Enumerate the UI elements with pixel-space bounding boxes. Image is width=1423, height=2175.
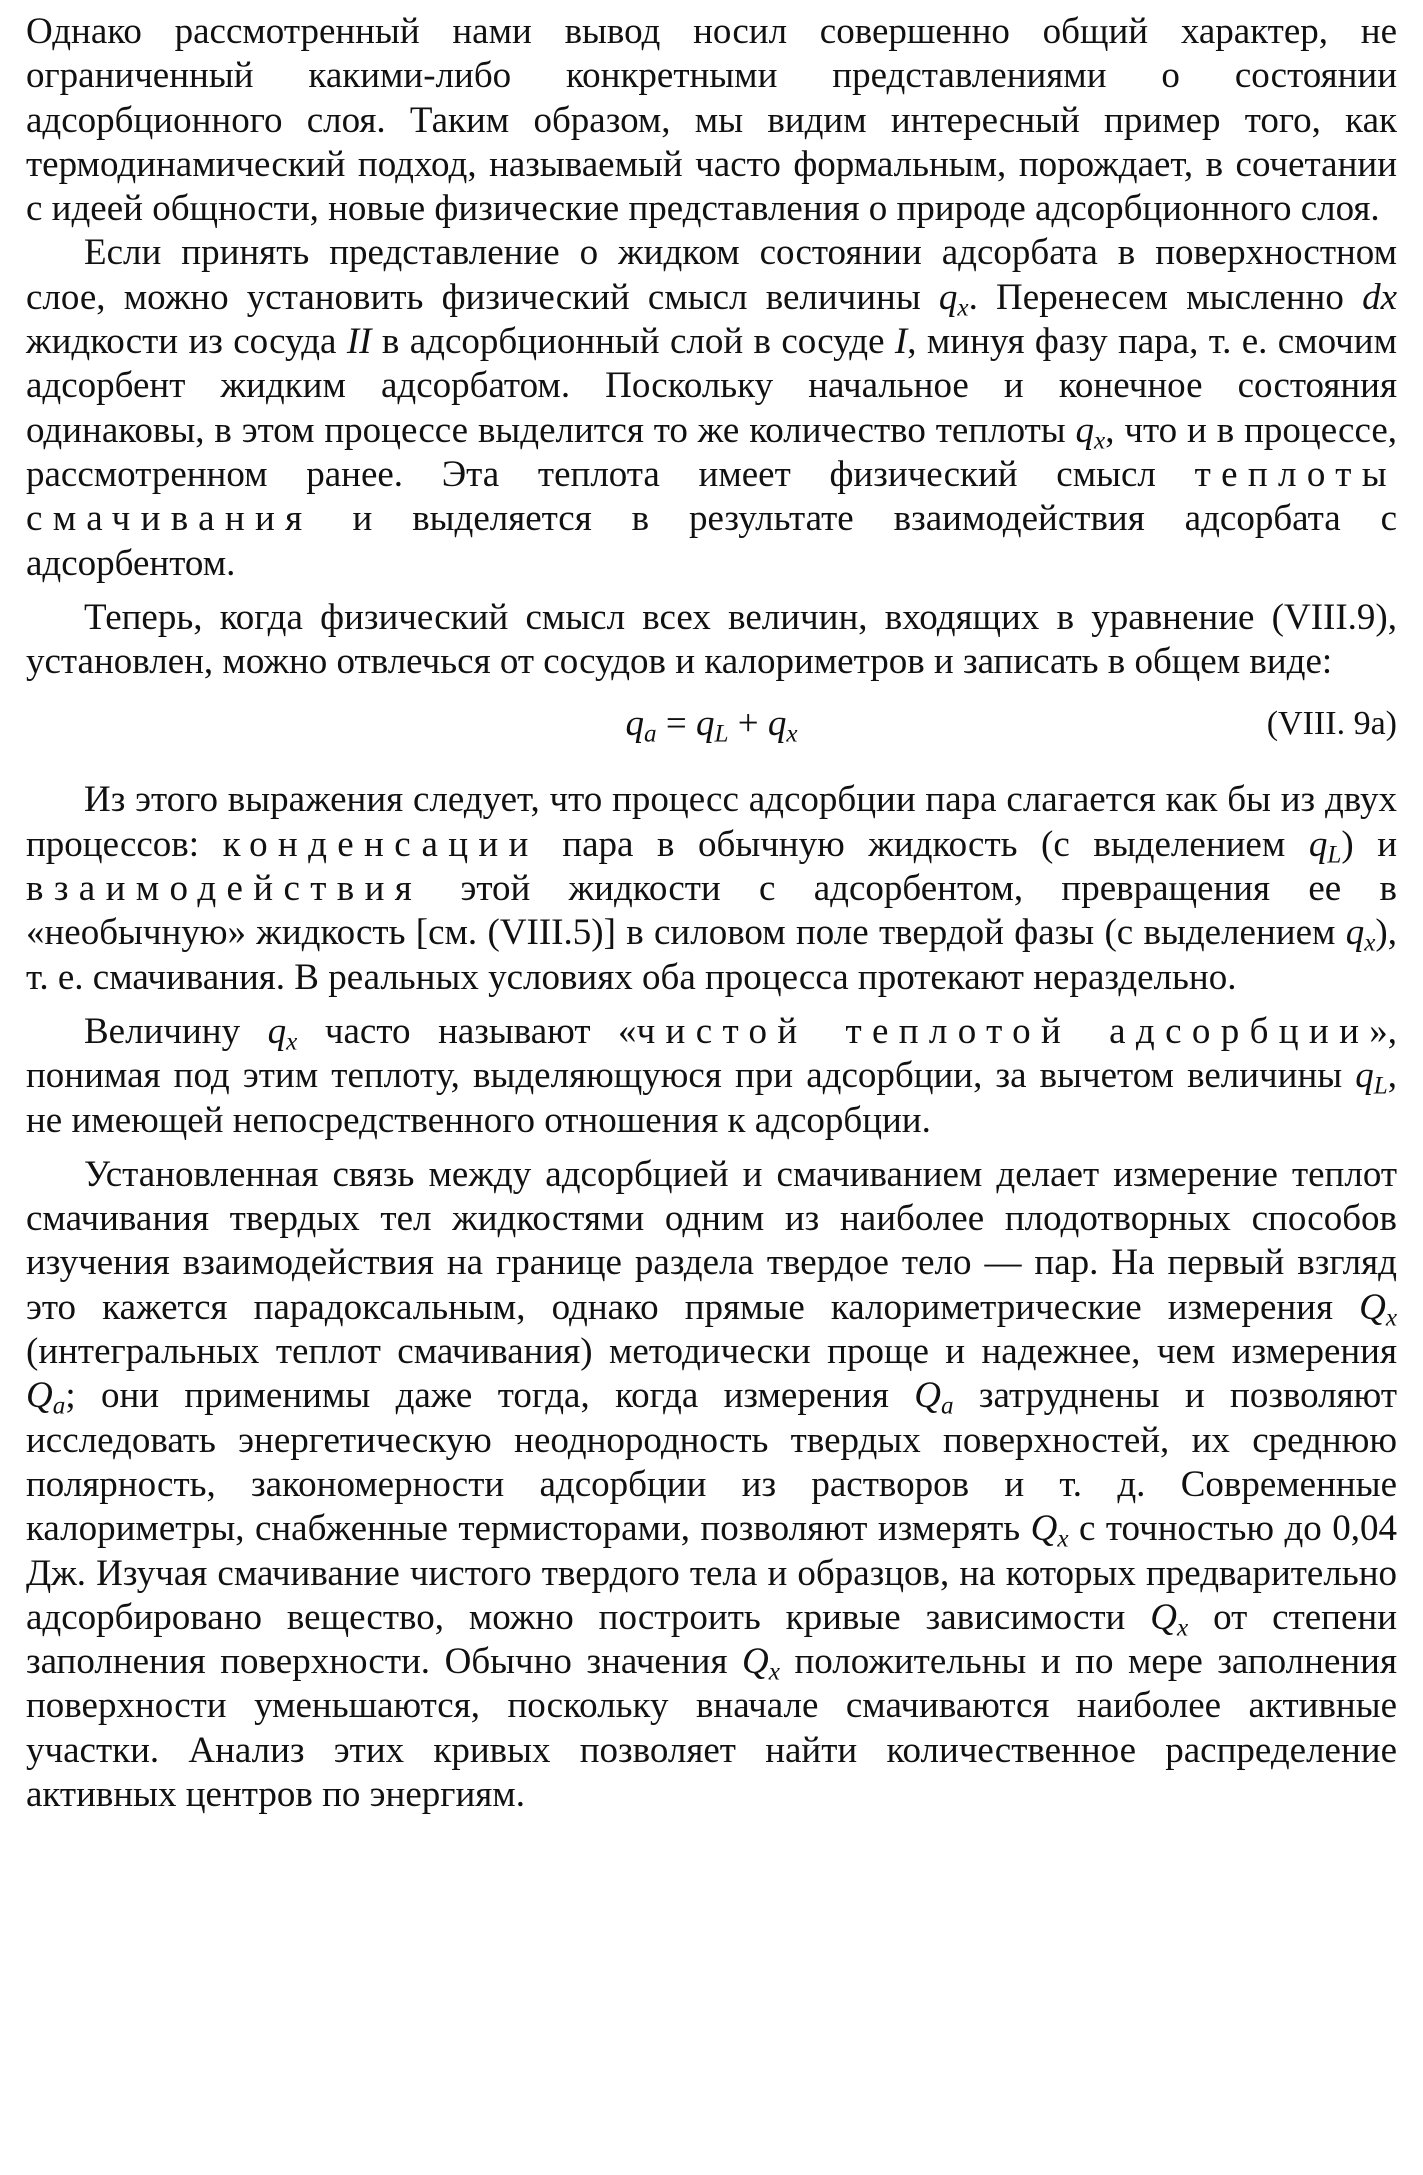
text-run: , не имеющей непосредственного отношения к адсорбции. (26, 1055, 1397, 1141)
symbol-base: q (625, 703, 644, 745)
symbol-subscript: x (768, 1658, 780, 1686)
vessel-label-ii: II (346, 321, 372, 363)
text-run: пара в обычную жидкость (с выделением (538, 823, 1309, 865)
symbol-base: q (1345, 912, 1365, 954)
symbol-subscript: x (1364, 929, 1376, 957)
symbol-qx (1075, 409, 1106, 454)
symbol-base: Q (1359, 1286, 1386, 1328)
paragraph-4 (26, 778, 1397, 999)
equals-sign: = (656, 703, 696, 745)
text-run: Величину (84, 1010, 268, 1052)
text-run: от степени заполнения поверхности. Обычно значения (26, 1596, 1398, 1683)
text-run: », понимая под этим теплоту, выделяющуюся при адсорбции, за вычетом величины (26, 1010, 1397, 1097)
emphasized-term: чистой теплотой адсорбции (636, 1010, 1370, 1052)
paragraph-1 (26, 10, 1397, 231)
paragraph-1-text: Однако рассмотренный нами вывод носил совершенно общий характер, не ограниченный какими-либо конкретными представлениями о состоянии адсорбционного слоя. Таким образом, мы видим интересный пример того, как термодинамический подход, называемый часто формальным, порождает, в сочетании с идеей общности, новые физические представления о природе адсорбционного слоя. (26, 11, 1397, 230)
symbol-base: q (267, 1010, 287, 1052)
symbol-subscript: a (940, 1392, 954, 1420)
symbol-base: Q (26, 1375, 53, 1417)
symbol-Qa (914, 1375, 954, 1420)
text-run: . Перенесем мысленно (968, 276, 1363, 318)
text-run: Если принять представление о жидком состоянии адсорбата в поверхностном слое, можно установить физический смысл величины (26, 232, 1397, 318)
text-run: затруднены и позволяют исследовать энергетическую неоднородность твердых поверхностей, их среднюю полярность, закономерности адсорбции из растворов и т. д. Современные калориметры, снабженные термисторами, позволяют измерять (26, 1375, 1397, 1550)
symbol-subscript: a (52, 1392, 66, 1420)
symbol-dx: dx (1362, 276, 1397, 318)
paragraph-6 (26, 1153, 1397, 1817)
symbol-subscript: x (1094, 426, 1106, 454)
text-run: (интегральных теплот смачивания) методически проще и надежнее, чем измерения (26, 1331, 1397, 1373)
symbol-Qx (1150, 1596, 1189, 1642)
symbol-Qx (1359, 1286, 1397, 1331)
text-run: и выделяется в результате взаимодействия адсорбата с адсорбентом. (26, 498, 1397, 584)
symbol-base: Q (914, 1375, 941, 1417)
equation-viii-9a (26, 690, 1397, 760)
symbol-base: q (695, 703, 715, 745)
symbol-Qx (1030, 1508, 1069, 1553)
symbol-qx (1345, 912, 1376, 957)
paragraph-3-text: Теперь, когда физический смысл всех величин, входящих в уравнение (VIII.9), установлен, можно отвлечься от сосудов и калориметров и записать в общем виде: (26, 596, 1397, 683)
emphasized-term: теплоты смачивания (26, 453, 1397, 540)
equation-number: (VIII. 9a) (1266, 705, 1397, 743)
text-run: Установленная связь между адсорбцией и смачиванием делает измерение теплот смачивания твердых тел жидкостями одним из наиболее плодотворных способов изучения взаимодействия на границе раздела твердое тело — пар. На первый взгляд это кажется парадоксальным, однако прямые калориметрические измерения (26, 1153, 1397, 1328)
symbol-subscript: a (644, 720, 657, 748)
text-run: положительны и по мере заполнения поверхности уменьшаются, поскольку вначале смачиваются наиболее активные участки. Анализ этих кривых позволяет найти количественное распределение активных центров по энергиям. (26, 1641, 1397, 1815)
emphasized-term: конденсации (222, 823, 539, 865)
text-run: ), т. е. смачивания. В реальных условиях оба процесса протекают нераздельно. (26, 912, 1397, 998)
symbol-subscript: x (786, 720, 798, 748)
text-run: , минуя фазу пара, т. е. смочим адсорбент жидким адсорбатом. Поскольку начальное и конечное состояния одинаковы, в этом процессе выделится то же количество теплоты (26, 321, 1397, 451)
text-run: этой жидкости с адсорбентом, превращения ее в «необычную» жидкость [см. (VIII.5)] в силовом поле твердой фазы (с выделением (26, 868, 1397, 954)
symbol-ql (1355, 1055, 1388, 1100)
symbol-subscript: x (1385, 1304, 1397, 1331)
symbol-qx (938, 276, 969, 322)
vessel-label-i: I (894, 321, 908, 363)
symbol-Qx (742, 1641, 780, 1686)
text-run: ) и (1341, 823, 1398, 865)
paragraph-3 (26, 596, 1397, 685)
symbol-base: q (938, 276, 958, 318)
symbol-base: q (1075, 409, 1095, 451)
symbol-subscript: x (286, 1028, 298, 1056)
symbol-base: Q (742, 1641, 769, 1683)
text-run: часто называют « (297, 1010, 637, 1052)
symbol-base: Q (1150, 1596, 1177, 1638)
emphasized-term: взаимодействия (26, 868, 423, 910)
symbol-ql (1308, 823, 1342, 869)
symbol-base: q (1308, 823, 1328, 865)
plus-sign: + (728, 703, 768, 745)
text-run: с точностью до 0,04 Дж. Изучая смачивание чистого твердого тела и образцов, на которых предварительно адсорбировано вещество, можно построить кривые зависимости (26, 1508, 1397, 1638)
symbol-Qa (26, 1375, 66, 1420)
symbol-subscript: x (1057, 1525, 1069, 1553)
symbol-subscript: x (957, 294, 969, 322)
text-run: ; они применимы даже тогда, когда измерения (65, 1375, 915, 1417)
symbol-subscript: x (1177, 1614, 1189, 1642)
text-run: жидкости из сосуда (26, 321, 347, 363)
equation-formula (26, 702, 1397, 746)
paragraph-5 (26, 1010, 1397, 1143)
symbol-subscript: L (1327, 841, 1342, 869)
symbol-subscript: L (1373, 1072, 1388, 1100)
symbol-base: q (1355, 1055, 1374, 1097)
paragraph-2 (26, 231, 1397, 585)
symbol-subscript: L (714, 720, 729, 748)
text-run: Из этого выражения следует, что процесс адсорбции пара слагается как бы из двух процессов: (26, 779, 1397, 865)
symbol-base: q (767, 703, 787, 745)
symbol-base: Q (1030, 1508, 1058, 1550)
text-run: , что и в процессе, рассмотренном ранее. Эта теплота имеет физический смысл (26, 409, 1398, 495)
symbol-qx (267, 1010, 298, 1056)
text-run: в адсорбционный слой в сосуде (371, 321, 895, 363)
